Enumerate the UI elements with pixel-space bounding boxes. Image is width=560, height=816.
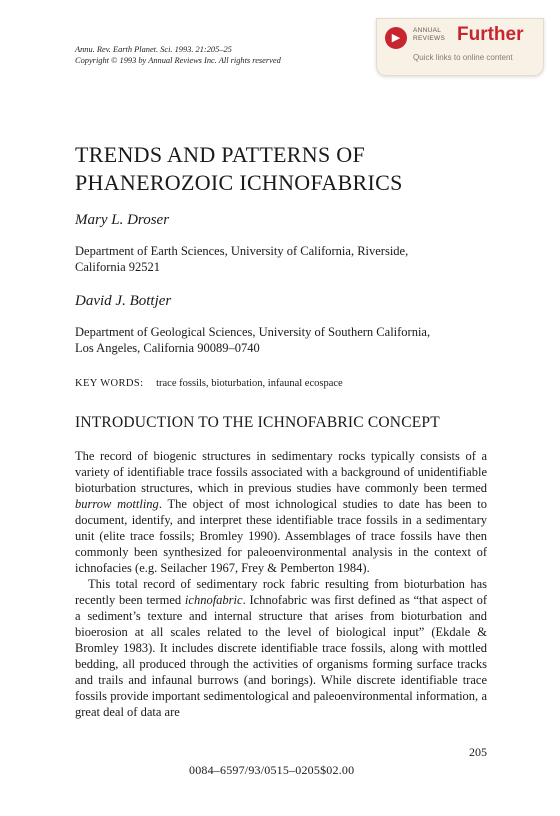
journal-citation [75, 44, 281, 66]
emphasized-term: burrow mottling [75, 497, 159, 511]
keywords-label: KEY WORDS: [75, 378, 144, 389]
title-line-1: TRENDS AND PATTERNS OF [75, 142, 366, 167]
keywords [75, 378, 343, 389]
paragraph: This total record of sedimentary rock fabric resulting from bioturbation has recently been termed ichnofabric. Ichnofabric was first defined as “that aspect of a sediment’s texture and internal structure that arises from bioturbation and bioerosion at all scales related to the level of biological input” (Ekdale & Bromley 1983). It includes discrete identifiable trace fossils, along with mottled bedding, all produced through the activities of organisms forming surface tracks and trails and infaunal burrows (and borings). While discrete identifiable trace fossils provide important sedimentological and paleoenvironmental information, a great deal of data are [75, 577, 487, 719]
author-affiliation: Department of Earth Sciences, University of California, Riverside, California 92521 [75, 244, 409, 274]
title-line-2: PHANEROZOIC ICHNOFABRICS [75, 170, 403, 195]
badge-annual-reviews-label: ANNUAL REVIEWS [413, 27, 446, 42]
citation-line-2: Copyright © 1993 by Annual Reviews Inc. All rights reserved [75, 56, 281, 65]
footer-code: 0084–6597/93/0515–0205$02.00 [189, 763, 355, 777]
badge-subtitle: Quick links to online content [413, 53, 513, 62]
badge-further-label: Further [457, 24, 524, 45]
play-arrow-icon: ▶ [385, 27, 407, 49]
page-number: 205 [469, 745, 487, 759]
emphasized-term: ichnofabric [184, 593, 243, 607]
author-name: Mary L. Droser [75, 212, 170, 228]
article-title [75, 141, 403, 197]
author-affiliation: Department of Geological Sciences, University of Southern California, Los Angeles, California 90089–0740 [75, 325, 431, 355]
keywords-text: trace fossils, bioturbation, infaunal ecospace [156, 378, 343, 389]
citation-line-1: Annu. Rev. Earth Planet. Sci. 1993. 21:205–25 [75, 45, 232, 54]
body-text [75, 448, 487, 720]
section-heading: INTRODUCTION TO THE ICHNOFABRIC CONCEPT [75, 414, 440, 431]
paragraph: The record of biogenic structures in sedimentary rocks typically consists of a variety of identifiable trace fossils associated with a background of unidentifiable bioturbation structures, which in previous studies have commonly been termed burrow mottling. The object of most ichnological studies to date has been to document, identify, and interpret these identifiable trace fossils in a sedimentary unit (elite trace fossils; Bromley 1990). Assemblages of trace fossils have then commonly been synthesized for paleoenvironmental analysis in the context of ichnofacies (e.g. Seilacher 1967, Frey & Pemberton 1984). [75, 449, 487, 575]
further-badge[interactable] [376, 18, 544, 76]
author-name: David J. Bottjer [75, 293, 172, 309]
